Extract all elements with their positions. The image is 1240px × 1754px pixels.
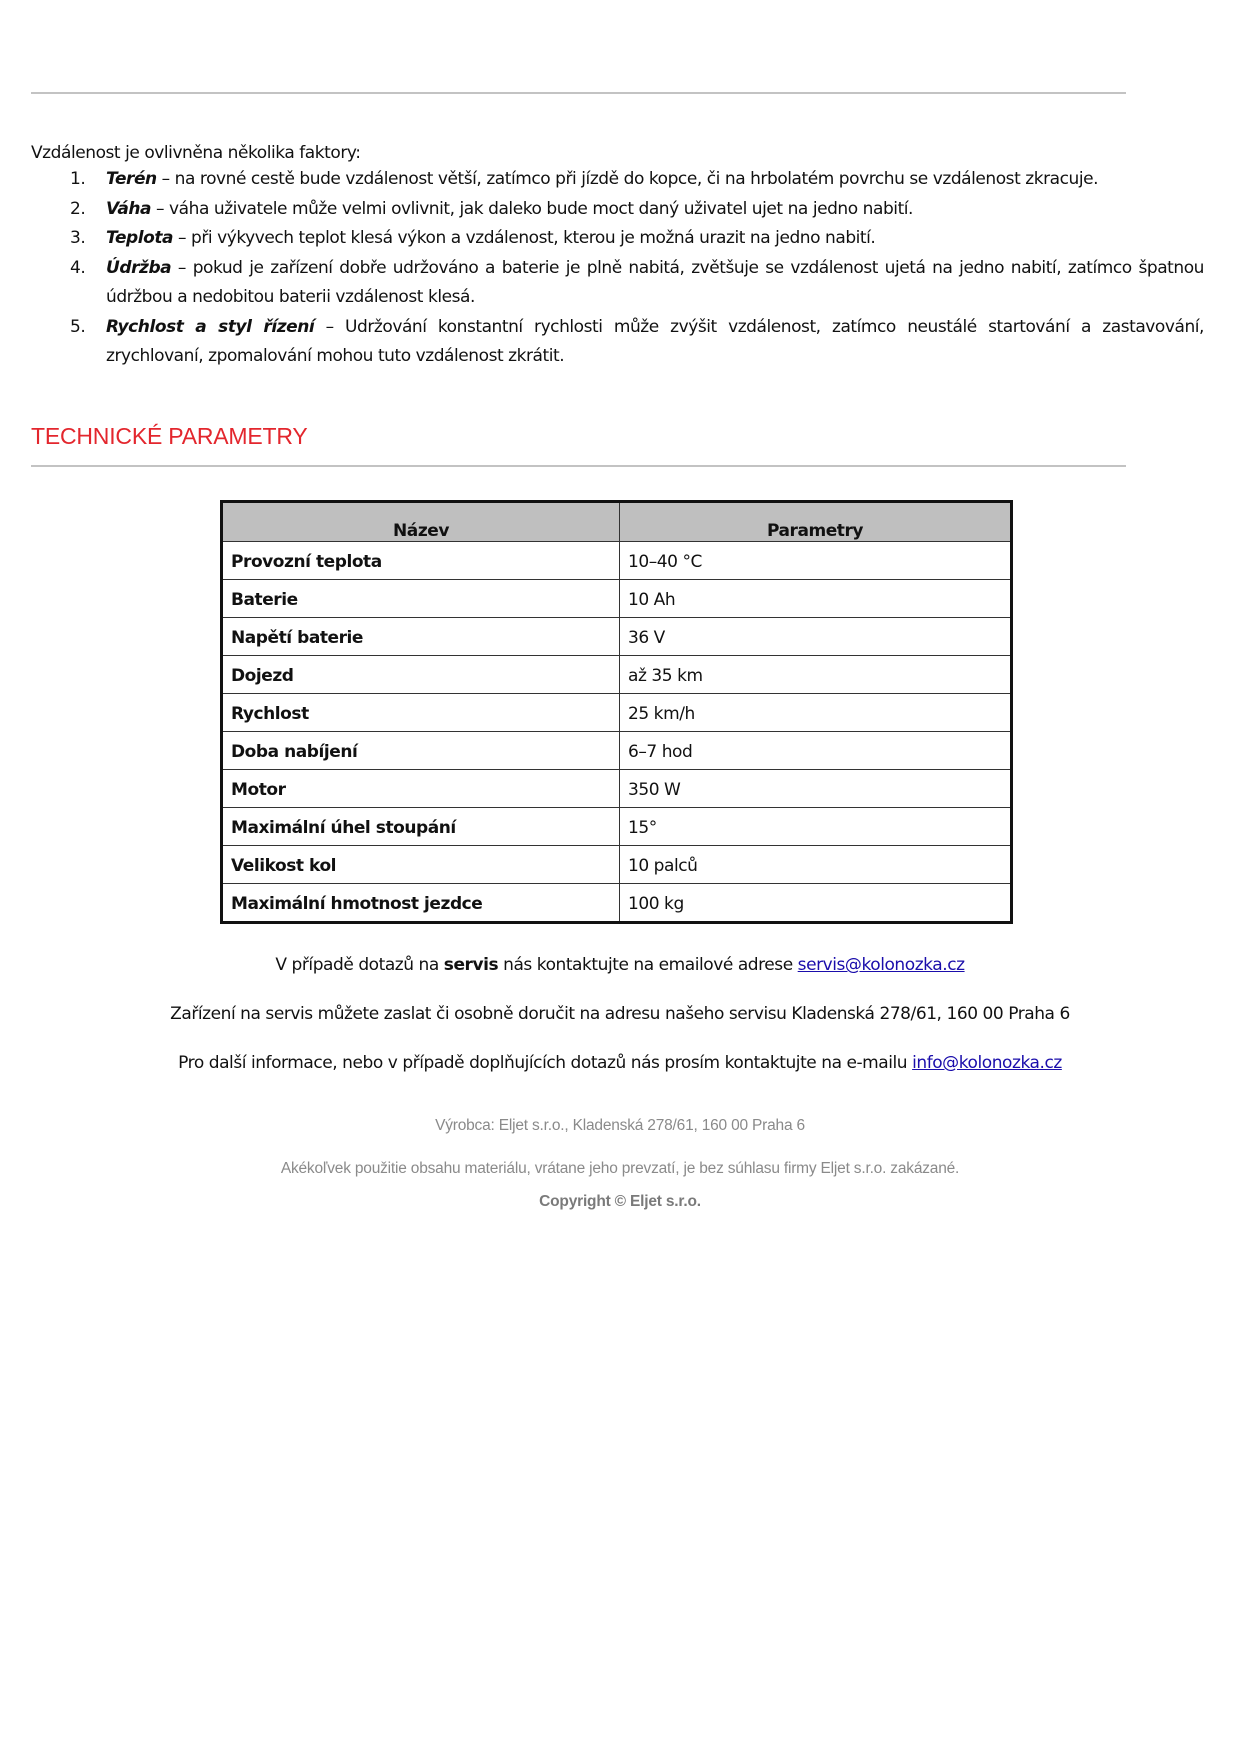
service-address-line: Zařízení na servis můžete zaslat či osobně doručit na adresu našeho servisu Kladenská 278/61, 160 00 Praha 6 (170, 1004, 1070, 1024)
top-divider (31, 92, 1126, 94)
column-header-name: Název (222, 502, 620, 542)
factor-term: Rychlost a styl řízení (106, 316, 315, 337)
table-row (222, 732, 1012, 770)
service-keyword: servis (443, 955, 499, 975)
factor-text: – pokud je zařízení dobře udržováno a baterie je plně nabitá, zvětšuje se vzdálenost ujetá na jedno nabití, zatímco špatnou údržbou a nedobitou baterii vzdálenost klesá. (106, 257, 1204, 307)
table-row (222, 846, 1012, 884)
table-row (222, 808, 1012, 846)
list-item: 2. Váha – váha uživatele může velmi ovlivnit, jak daleko bude moct daný uživatel ujet na jedno nabití. (70, 198, 914, 219)
param-value: 100 kg (620, 884, 1012, 923)
param-name: Provozní teplota (222, 542, 620, 580)
factor-text: – váha uživatele může velmi ovlivnit, jak daleko bude moct daný uživatel ujet na jedno nabití. (151, 198, 914, 219)
service-email-link[interactable]: servis@kolonozka.cz (797, 955, 965, 975)
param-value: 350 W (620, 770, 1012, 808)
param-value: 10 Ah (620, 580, 1012, 618)
param-name: Motor (222, 770, 620, 808)
param-name: Rychlost (222, 694, 620, 732)
copyright-notice: Akékoľvek použitie obsahu materiálu, vrátane jeho prevzatí, je bez súhlasu firmy Eljet s.r.o. zakázané. (280, 1160, 960, 1177)
list-item: 1. Terén – na rovné cestě bude vzdálenost větší, zatímco při jízdě do kopce, či na hrbolatém povrchu se vzdálenost zkracuje. (70, 169, 1099, 189)
table-row (222, 694, 1012, 732)
section-divider (31, 465, 1126, 467)
list-item: 4. Údržba – pokud je zařízení dobře udržováno a baterie je plně nabitá, zvětšuje se vzdálenost ujetá na jedno nabití, zatímco špatnou údržbou a nedobitou baterii vzdálenost klesá. (70, 257, 1204, 307)
info-contact-line: Pro další informace, nebo v případě doplňujících dotazů nás prosím kontaktujte na e-mailu info@kolonozka.cz (178, 1053, 1062, 1073)
factor-term: Terén (106, 169, 157, 189)
list-item: 3. Teplota – při výkyvech teplot klesá výkon a vzdálenost, kterou je možná urazit na jedno nabití. (70, 228, 876, 248)
column-header-parameters: Parametry (620, 502, 1012, 542)
service-contact-line: V případě dotazů na servis nás kontaktujte na emailové adrese servis@kolonozka.cz (275, 955, 965, 975)
copyright-line: Copyright © Eljet s.r.o. (539, 1193, 701, 1210)
list-item: 5. Rychlost a styl řízení – Udržování konstantní rychlosti může zvýšit vzdálenost, zatímco neustálé startování a zastavování, zrychlovaní, zpomalování mohou tuto vzdálenost zkrátit. (70, 316, 1204, 366)
param-name: Dojezd (222, 656, 620, 694)
param-name: Velikost kol (222, 846, 620, 884)
table-row (222, 770, 1012, 808)
factors-list (0, 165, 1204, 372)
info-email-link[interactable]: info@kolonozka.cz (912, 1053, 1062, 1073)
table-header-row (222, 502, 1012, 542)
factor-term: Váha (106, 198, 152, 219)
factor-text: – Udržování konstantní rychlosti může zvýšit vzdálenost, zatímco neustálé startování a zastavování, zrychlovaní, zpomalování mohou tuto vzdálenost zkrátit. (106, 316, 1204, 366)
technical-parameters-table (220, 500, 1013, 924)
param-name: Baterie (222, 580, 620, 618)
table-row (222, 656, 1012, 694)
manufacturer-line: Výrobca: Eljet s.r.o., Kladenská 278/61, 160 00 Praha 6 (435, 1117, 805, 1134)
table-row (222, 884, 1012, 923)
param-value: až 35 km (620, 656, 1012, 694)
factor-text: – při výkyvech teplot klesá výkon a vzdálenost, kterou je možná urazit na jedno nabití. (173, 228, 876, 248)
param-value: 36 V (620, 618, 1012, 656)
section-title: TECHNICKÉ PARAMETRY (31, 423, 308, 449)
table-row (222, 542, 1012, 580)
factor-text: – na rovné cestě bude vzdálenost větší, zatímco při jízdě do kopce, či na hrbolatém povrchu se vzdálenost zkracuje. (156, 169, 1099, 189)
param-name: Maximální úhel stoupání (222, 808, 620, 846)
param-value: 25 km/h (620, 694, 1012, 732)
factors-intro: Vzdálenost je ovlivněna několika faktory: (31, 143, 361, 163)
param-name: Maximální hmotnost jezdce (222, 884, 620, 923)
param-value: 10–40 °C (620, 542, 1012, 580)
param-value: 15° (620, 808, 1012, 846)
table-row (222, 618, 1012, 656)
param-name: Napětí baterie (222, 618, 620, 656)
param-value: 6–7 hod (620, 732, 1012, 770)
param-value: 10 palců (620, 846, 1012, 884)
factor-term: Údržba (106, 257, 172, 278)
table-row (222, 580, 1012, 618)
param-name: Doba nabíjení (222, 732, 620, 770)
factor-term: Teplota (106, 228, 174, 248)
